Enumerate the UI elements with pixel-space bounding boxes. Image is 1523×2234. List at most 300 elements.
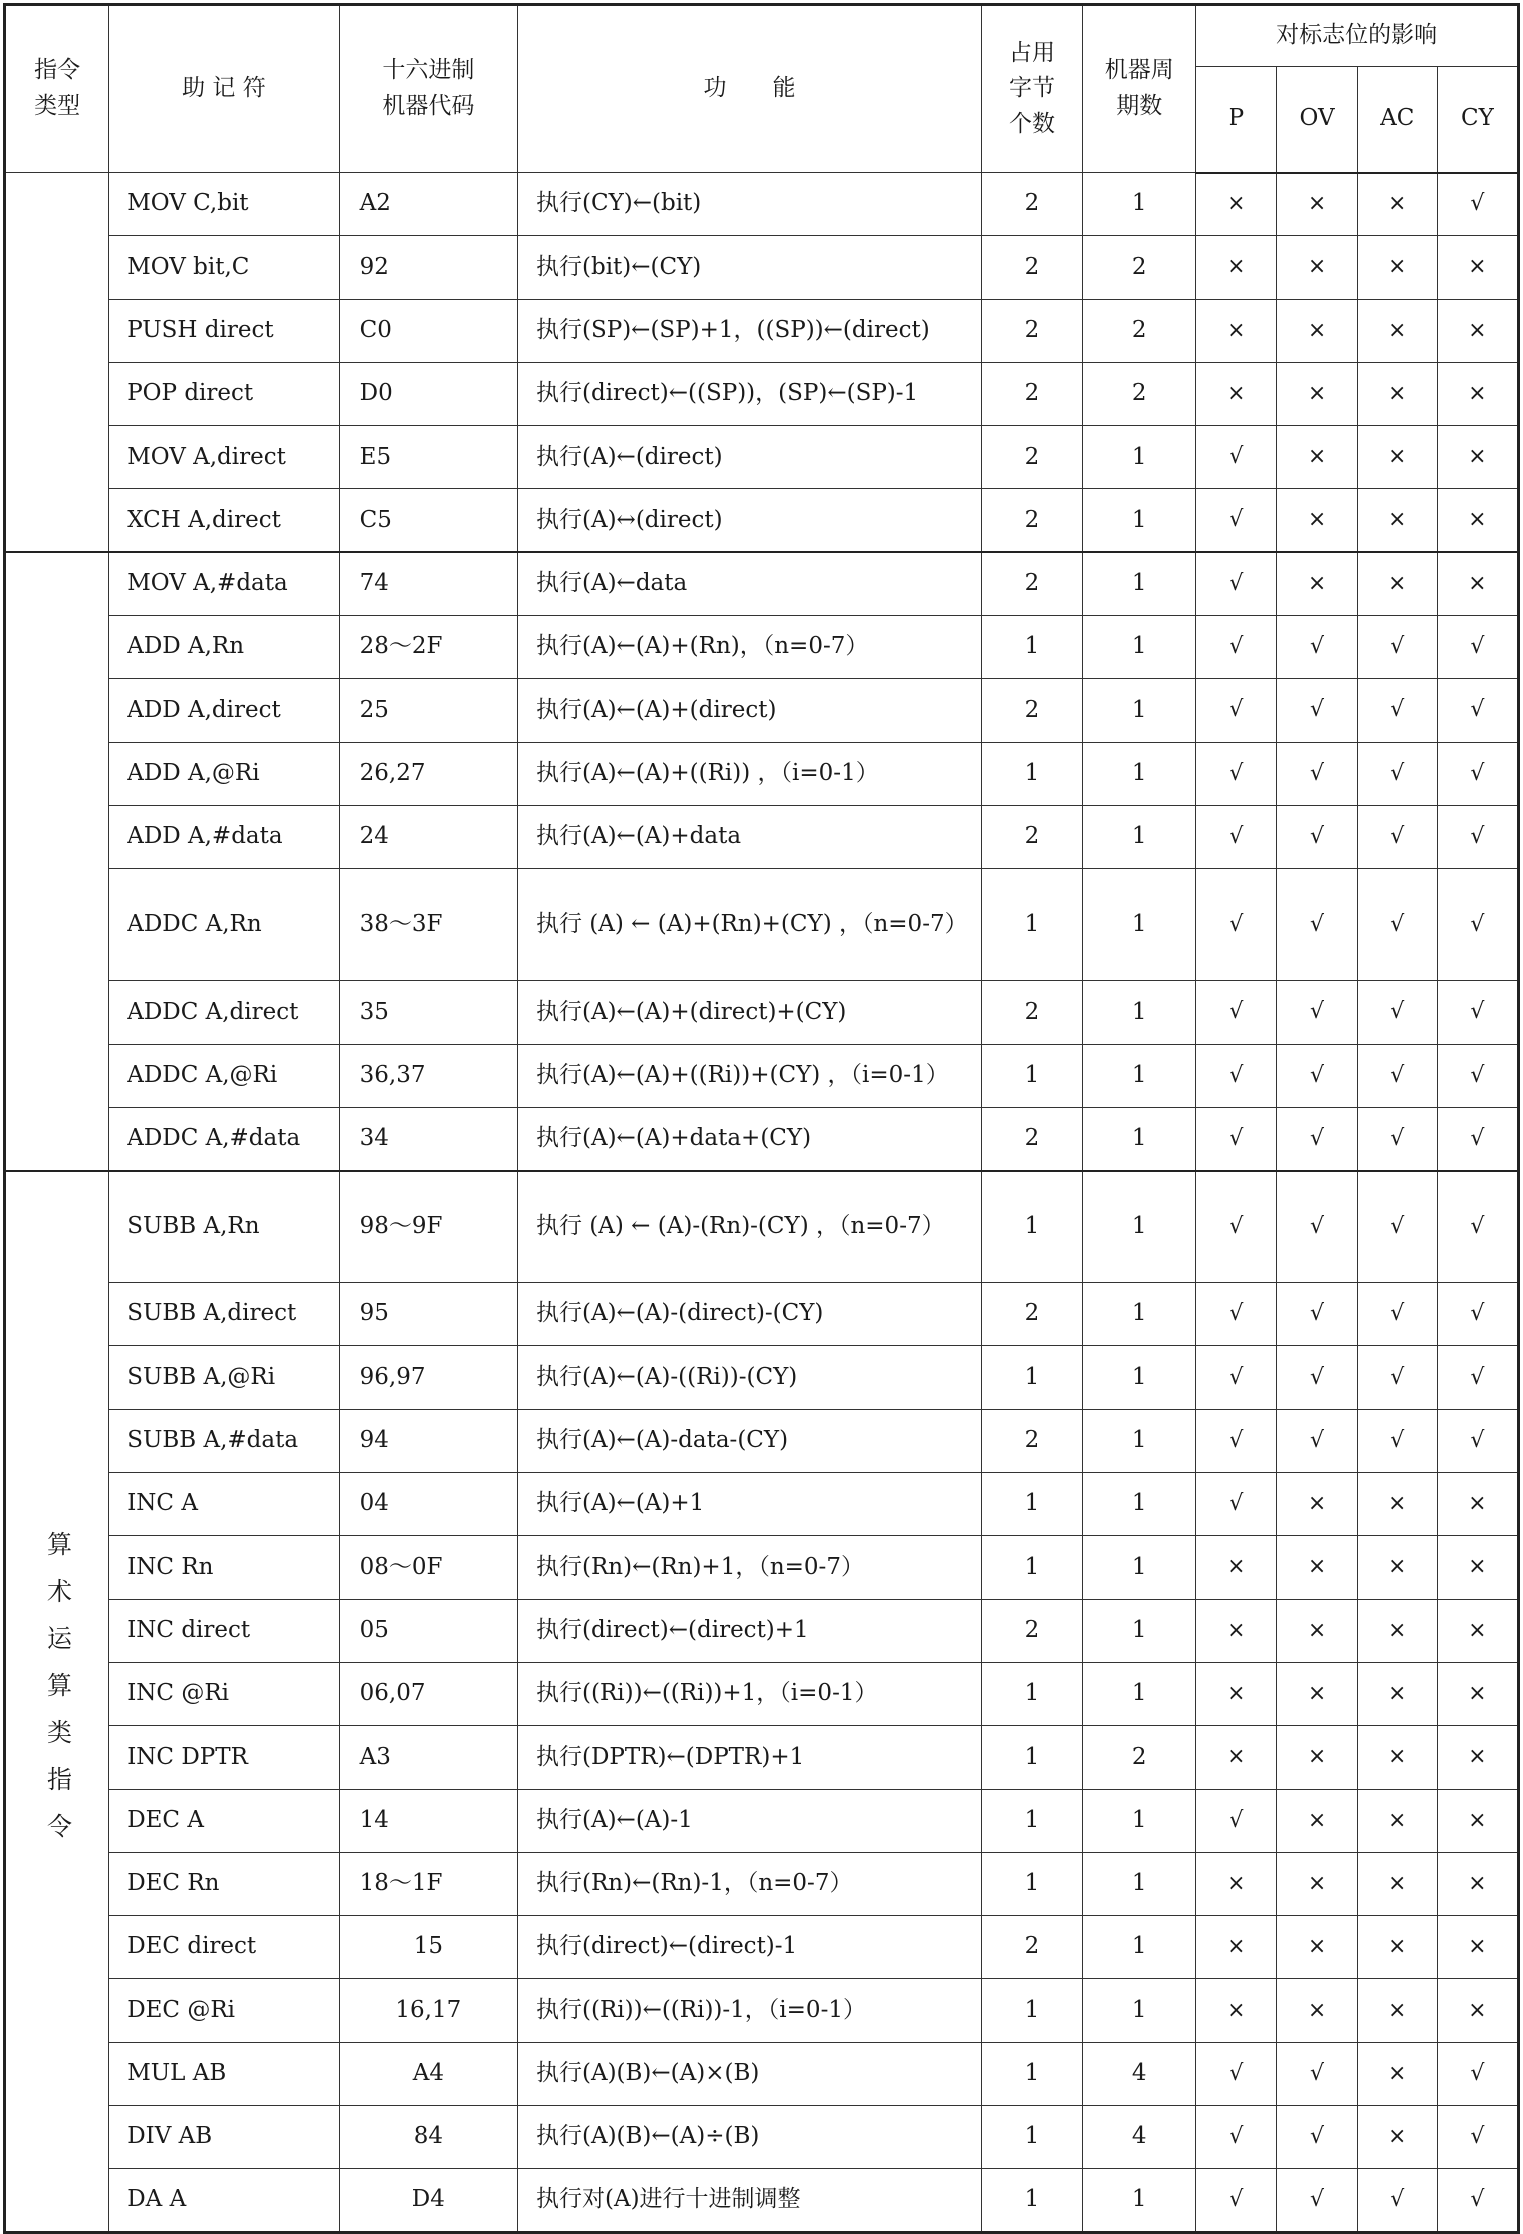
flag-ov-cell: √ xyxy=(1277,1346,1357,1409)
cycles-cell: 1 xyxy=(1083,1979,1196,2042)
cycles-cell: 2 xyxy=(1083,1726,1196,1789)
header-flag-ov: OV xyxy=(1277,67,1357,173)
function-cell: 执行(A)←(A)+1 xyxy=(518,1473,982,1536)
hex-code-cell: 24 xyxy=(339,805,517,868)
flag-ov-cell: √ xyxy=(1277,679,1357,742)
flag-cy-cell: √ xyxy=(1437,981,1518,1044)
mnemonic-cell: MOV A,#data xyxy=(109,552,339,615)
cycles-cell: 1 xyxy=(1083,742,1196,805)
bytes-cell: 2 xyxy=(981,362,1082,425)
flag-p-cell: √ xyxy=(1196,2169,1277,2232)
hex-code-cell: 96,97 xyxy=(339,1346,517,1409)
function-cell: 执行(direct)←(direct)+1 xyxy=(518,1599,982,1662)
header-category-line1: 指令 xyxy=(34,57,81,84)
hex-code-cell: 94 xyxy=(339,1409,517,1472)
mnemonic-cell: ADD A,#data xyxy=(109,805,339,868)
function-cell: 执行(CY)←(bit) xyxy=(518,173,982,236)
header-bytes-line3: 个数 xyxy=(1009,110,1055,137)
header-flag-ac: AC xyxy=(1357,67,1437,173)
flag-ov-cell: √ xyxy=(1277,2042,1357,2105)
mnemonic-cell: ADDC A,#data xyxy=(109,1107,339,1170)
table-row xyxy=(5,173,1519,236)
header-bytes xyxy=(981,5,1082,173)
bytes-cell: 1 xyxy=(981,2106,1082,2169)
table-row xyxy=(5,1726,1519,1789)
table-row xyxy=(5,2042,1519,2105)
function-cell: 执行(Rn)←(Rn)-1，（n=0-7） xyxy=(518,1852,982,1915)
bytes-cell: 2 xyxy=(981,679,1082,742)
table-row xyxy=(5,426,1519,489)
flag-ov-cell: × xyxy=(1277,1599,1357,1662)
category-cell xyxy=(5,552,109,1170)
flag-cy-cell: × xyxy=(1437,1536,1518,1599)
mnemonic-cell: ADD A,@Ri xyxy=(109,742,339,805)
cycles-cell: 1 xyxy=(1083,1662,1196,1725)
hex-code-cell: 28～2F xyxy=(339,616,517,679)
function-cell: 执行(A)(B)←(A)×(B) xyxy=(518,2042,982,2105)
function-cell: 执行(A)←(A)+(direct) xyxy=(518,679,982,742)
header-function: 功 能 xyxy=(518,5,982,173)
bytes-cell: 2 xyxy=(981,426,1082,489)
table-row xyxy=(5,679,1519,742)
flag-ac-cell: × xyxy=(1357,552,1437,615)
table-row xyxy=(5,981,1519,1044)
category-cell xyxy=(5,1171,109,2232)
mnemonic-cell: DEC Rn xyxy=(109,1852,339,1915)
bytes-cell: 2 xyxy=(981,1283,1082,1346)
hex-code-cell: D4 xyxy=(339,2169,517,2232)
flag-ac-cell: × xyxy=(1357,1789,1437,1852)
table-row xyxy=(5,2169,1519,2232)
mnemonic-cell: SUBB A,Rn xyxy=(109,1171,339,1283)
flag-ac-cell: × xyxy=(1357,362,1437,425)
table-row xyxy=(5,1662,1519,1725)
cycles-cell: 4 xyxy=(1083,2042,1196,2105)
flag-cy-cell: √ xyxy=(1437,869,1518,981)
cycles-cell: 1 xyxy=(1083,173,1196,236)
flag-ov-cell: × xyxy=(1277,1473,1357,1536)
mnemonic-cell: DEC A xyxy=(109,1789,339,1852)
header-hex-line1: 十六进制 xyxy=(382,57,475,84)
header-flag-cy: CY xyxy=(1437,67,1518,173)
flag-ac-cell: √ xyxy=(1357,742,1437,805)
flag-ov-cell: × xyxy=(1277,1979,1357,2042)
bytes-cell: 2 xyxy=(981,299,1082,362)
flag-p-cell: √ xyxy=(1196,1107,1277,1170)
flag-p-cell: × xyxy=(1196,1536,1277,1599)
function-cell: 执行(A)↔(direct) xyxy=(518,489,982,552)
flag-cy-cell: √ xyxy=(1437,1346,1518,1409)
flag-ov-cell: × xyxy=(1277,426,1357,489)
table-row xyxy=(5,1044,1519,1107)
bytes-cell: 1 xyxy=(981,1979,1082,2042)
bytes-cell: 2 xyxy=(981,1107,1082,1170)
table-row xyxy=(5,1536,1519,1599)
cycles-cell: 1 xyxy=(1083,1171,1196,1283)
flag-cy-cell: × xyxy=(1437,362,1518,425)
bytes-cell: 1 xyxy=(981,1346,1082,1409)
flag-ov-cell: × xyxy=(1277,1662,1357,1725)
flag-cy-cell: √ xyxy=(1437,1283,1518,1346)
hex-code-cell: 05 xyxy=(339,1599,517,1662)
function-cell: 执行((Ri))←((Ri))+1，（i=0-1） xyxy=(518,1662,982,1725)
hex-code-cell: 98～9F xyxy=(339,1171,517,1283)
flag-ac-cell: √ xyxy=(1357,805,1437,868)
flag-ov-cell: √ xyxy=(1277,742,1357,805)
table-row xyxy=(5,616,1519,679)
flag-p-cell: × xyxy=(1196,1726,1277,1789)
function-cell: 执行(A)←(A)+((Ri)) ，（i=0-1） xyxy=(518,742,982,805)
flag-p-cell: √ xyxy=(1196,2106,1277,2169)
header-hex-line2: 机器代码 xyxy=(382,93,475,119)
flag-ac-cell: √ xyxy=(1357,1171,1437,1283)
instruction-table-body xyxy=(5,173,1519,2233)
function-cell: 执行(A)←(A)+(Rn)，（n=0-7） xyxy=(518,616,982,679)
cycles-cell: 1 xyxy=(1083,981,1196,1044)
flag-ov-cell: √ xyxy=(1277,805,1357,868)
flag-cy-cell: × xyxy=(1437,426,1518,489)
flag-ac-cell: √ xyxy=(1357,1044,1437,1107)
mnemonic-cell: DEC @Ri xyxy=(109,1979,339,2042)
mnemonic-cell: DA A xyxy=(109,2169,339,2232)
function-cell: 执行(A)←data xyxy=(518,552,982,615)
flag-ov-cell: × xyxy=(1277,1852,1357,1915)
function-cell: 执行(A)←(A)+data xyxy=(518,805,982,868)
table-row xyxy=(5,1171,1519,1283)
flag-p-cell: √ xyxy=(1196,1409,1277,1472)
hex-code-cell: 04 xyxy=(339,1473,517,1536)
flag-p-cell: √ xyxy=(1196,805,1277,868)
bytes-cell: 2 xyxy=(981,236,1082,299)
hex-code-cell: 38～3F xyxy=(339,869,517,981)
flag-p-cell: √ xyxy=(1196,981,1277,1044)
hex-code-cell: E5 xyxy=(339,426,517,489)
cycles-cell: 1 xyxy=(1083,869,1196,981)
flag-ov-cell: × xyxy=(1277,552,1357,615)
header-category xyxy=(5,5,109,173)
header-category-line2: 类型 xyxy=(34,93,81,119)
cycles-cell: 1 xyxy=(1083,1107,1196,1170)
mnemonic-cell: DEC direct xyxy=(109,1916,339,1979)
function-cell: 执行(Rn)←(Rn)+1，（n=0-7） xyxy=(518,1536,982,1599)
flag-cy-cell: √ xyxy=(1437,1171,1518,1283)
flag-p-cell: √ xyxy=(1196,616,1277,679)
cycles-cell: 1 xyxy=(1083,1599,1196,1662)
flag-p-cell: √ xyxy=(1196,869,1277,981)
flag-ov-cell: × xyxy=(1277,299,1357,362)
bytes-cell: 1 xyxy=(981,1789,1082,1852)
hex-code-cell: 14 xyxy=(339,1789,517,1852)
flag-ac-cell: × xyxy=(1357,1979,1437,2042)
flag-cy-cell: × xyxy=(1437,1662,1518,1725)
hex-code-cell: A3 xyxy=(339,1726,517,1789)
flag-ac-cell: √ xyxy=(1357,869,1437,981)
mnemonic-cell: ADDC A,@Ri xyxy=(109,1044,339,1107)
bytes-cell: 1 xyxy=(981,2169,1082,2232)
flag-cy-cell: × xyxy=(1437,236,1518,299)
bytes-cell: 2 xyxy=(981,1409,1082,1472)
bytes-cell: 2 xyxy=(981,489,1082,552)
flag-cy-cell: √ xyxy=(1437,1044,1518,1107)
cycles-cell: 4 xyxy=(1083,2106,1196,2169)
cycles-cell: 1 xyxy=(1083,679,1196,742)
flag-ac-cell: × xyxy=(1357,299,1437,362)
flag-cy-cell: √ xyxy=(1437,616,1518,679)
flag-ov-cell: × xyxy=(1277,362,1357,425)
flag-ac-cell: × xyxy=(1357,426,1437,489)
mnemonic-cell: MOV C,bit xyxy=(109,173,339,236)
flag-ov-cell: √ xyxy=(1277,1409,1357,1472)
flag-ac-cell: √ xyxy=(1357,1107,1437,1170)
hex-code-cell: 26,27 xyxy=(339,742,517,805)
function-cell: 执行对(A)进行十进制调整 xyxy=(518,2169,982,2232)
flag-ac-cell: × xyxy=(1357,1473,1437,1536)
hex-code-cell: 06,07 xyxy=(339,1662,517,1725)
flag-cy-cell: √ xyxy=(1437,1409,1518,1472)
mnemonic-cell: ADDC A,Rn xyxy=(109,869,339,981)
flag-cy-cell: × xyxy=(1437,1599,1518,1662)
flag-cy-cell: √ xyxy=(1437,805,1518,868)
flag-p-cell: √ xyxy=(1196,1171,1277,1283)
flag-ac-cell: √ xyxy=(1357,616,1437,679)
cycles-cell: 1 xyxy=(1083,1536,1196,1599)
flag-ov-cell: √ xyxy=(1277,1044,1357,1107)
hex-code-cell: 35 xyxy=(339,981,517,1044)
mnemonic-cell: MOV A,direct xyxy=(109,426,339,489)
bytes-cell: 2 xyxy=(981,552,1082,615)
flag-cy-cell: × xyxy=(1437,1852,1518,1915)
mnemonic-cell: INC A xyxy=(109,1473,339,1536)
function-cell: 执行(A)←(A)+(direct)+(CY) xyxy=(518,981,982,1044)
table-row xyxy=(5,1346,1519,1409)
mnemonic-cell: SUBB A,direct xyxy=(109,1283,339,1346)
function-cell: 执行(direct)←((SP))，(SP)←(SP)-1 xyxy=(518,362,982,425)
cycles-cell: 2 xyxy=(1083,362,1196,425)
hex-code-cell: 15 xyxy=(339,1916,517,1979)
function-cell: 执行(A)←(A)+((Ri))+(CY) ，（i=0-1） xyxy=(518,1044,982,1107)
flag-p-cell: √ xyxy=(1196,489,1277,552)
cycles-cell: 1 xyxy=(1083,426,1196,489)
flag-ac-cell: × xyxy=(1357,236,1437,299)
flag-p-cell: √ xyxy=(1196,2042,1277,2105)
function-cell: 执行(A)(B)←(A)÷(B) xyxy=(518,2106,982,2169)
category-cell xyxy=(5,173,109,553)
flag-ac-cell: × xyxy=(1357,1536,1437,1599)
flag-ac-cell: × xyxy=(1357,1662,1437,1725)
flag-ac-cell: × xyxy=(1357,489,1437,552)
table-row xyxy=(5,742,1519,805)
bytes-cell: 1 xyxy=(981,1536,1082,1599)
bytes-cell: 2 xyxy=(981,173,1082,236)
flag-cy-cell: × xyxy=(1437,1979,1518,2042)
flag-cy-cell: × xyxy=(1437,299,1518,362)
cycles-cell: 1 xyxy=(1083,1346,1196,1409)
flag-p-cell: × xyxy=(1196,1852,1277,1915)
flag-p-cell: √ xyxy=(1196,1044,1277,1107)
table-row xyxy=(5,489,1519,552)
function-cell: 执行(bit)←(CY) xyxy=(518,236,982,299)
flag-p-cell: × xyxy=(1196,1916,1277,1979)
hex-code-cell: A4 xyxy=(339,2042,517,2105)
table-row xyxy=(5,1789,1519,1852)
hex-code-cell: 34 xyxy=(339,1107,517,1170)
cycles-cell: 1 xyxy=(1083,2169,1196,2232)
cycles-cell: 1 xyxy=(1083,805,1196,868)
flag-cy-cell: × xyxy=(1437,1726,1518,1789)
table-row xyxy=(5,2106,1519,2169)
flag-ov-cell: √ xyxy=(1277,1283,1357,1346)
cycles-cell: 1 xyxy=(1083,1916,1196,1979)
hex-code-cell: A2 xyxy=(339,173,517,236)
header-hex-code xyxy=(339,5,517,173)
flag-p-cell: √ xyxy=(1196,1346,1277,1409)
flag-ov-cell: × xyxy=(1277,236,1357,299)
table-row xyxy=(5,805,1519,868)
table-row xyxy=(5,1599,1519,1662)
category-label: 算术运算类指令 xyxy=(43,1530,73,1860)
hex-code-cell: 08～0F xyxy=(339,1536,517,1599)
table-row xyxy=(5,1473,1519,1536)
flag-ac-cell: √ xyxy=(1357,981,1437,1044)
function-cell: 执行 (A) ← (A)+(Rn)+(CY) ，（n=0-7） xyxy=(518,869,982,981)
mnemonic-cell: SUBB A,@Ri xyxy=(109,1346,339,1409)
mnemonic-cell: INC Rn xyxy=(109,1536,339,1599)
header-bytes-line2: 字节 xyxy=(1009,75,1055,102)
flag-p-cell: × xyxy=(1196,299,1277,362)
function-cell: 执行(direct)←(direct)-1 xyxy=(518,1916,982,1979)
header-flag-p: P xyxy=(1196,67,1277,173)
flag-ov-cell: √ xyxy=(1277,2106,1357,2169)
mnemonic-cell: POP direct xyxy=(109,362,339,425)
hex-code-cell: C5 xyxy=(339,489,517,552)
mnemonic-cell: INC direct xyxy=(109,1599,339,1662)
header-mnemonic: 助 记 符 xyxy=(109,5,339,173)
function-cell: 执行(A)←(A)-((Ri))-(CY) xyxy=(518,1346,982,1409)
flag-ac-cell: √ xyxy=(1357,1346,1437,1409)
bytes-cell: 1 xyxy=(981,1726,1082,1789)
function-cell: 执行 (A) ← (A)-(Rn)-(CY) ，（n=0-7） xyxy=(518,1171,982,1283)
function-cell: 执行(SP)←(SP)+1，((SP))←(direct) xyxy=(518,299,982,362)
hex-code-cell: 25 xyxy=(339,679,517,742)
flag-ov-cell: × xyxy=(1277,1536,1357,1599)
header-flags-group: 对标志位的影响 xyxy=(1196,5,1519,67)
flag-cy-cell: × xyxy=(1437,489,1518,552)
flag-cy-cell: √ xyxy=(1437,2106,1518,2169)
cycles-cell: 1 xyxy=(1083,1283,1196,1346)
hex-code-cell: 36,37 xyxy=(339,1044,517,1107)
header-bytes-line1: 占用 xyxy=(1009,39,1055,66)
function-cell: 执行((Ri))←((Ri))-1，（i=0-1） xyxy=(518,1979,982,2042)
flag-p-cell: √ xyxy=(1196,1789,1277,1852)
flag-cy-cell: √ xyxy=(1437,742,1518,805)
function-cell: 执行(A)←(A)+data+(CY) xyxy=(518,1107,982,1170)
mnemonic-cell: ADDC A,direct xyxy=(109,981,339,1044)
header-cycles-line1: 机器周 xyxy=(1104,57,1174,84)
flag-p-cell: √ xyxy=(1196,1473,1277,1536)
hex-code-cell: 74 xyxy=(339,552,517,615)
mnemonic-cell: ADD A,direct xyxy=(109,679,339,742)
cycles-cell: 1 xyxy=(1083,1789,1196,1852)
cycles-cell: 1 xyxy=(1083,1852,1196,1915)
hex-code-cell: 95 xyxy=(339,1283,517,1346)
flag-ac-cell: × xyxy=(1357,173,1437,236)
hex-code-cell: C0 xyxy=(339,299,517,362)
flag-ov-cell: √ xyxy=(1277,616,1357,679)
mnemonic-cell: PUSH direct xyxy=(109,299,339,362)
bytes-cell: 1 xyxy=(981,1171,1082,1283)
flag-cy-cell: × xyxy=(1437,1916,1518,1979)
flag-ov-cell: × xyxy=(1277,1789,1357,1852)
flag-ov-cell: × xyxy=(1277,1726,1357,1789)
flag-ov-cell: × xyxy=(1277,1916,1357,1979)
flag-ac-cell: × xyxy=(1357,1852,1437,1915)
table-row xyxy=(5,1916,1519,1979)
mnemonic-cell: INC @Ri xyxy=(109,1662,339,1725)
flag-p-cell: × xyxy=(1196,362,1277,425)
bytes-cell: 2 xyxy=(981,1916,1082,1979)
bytes-cell: 1 xyxy=(981,1662,1082,1725)
flag-ov-cell: √ xyxy=(1277,2169,1357,2232)
instruction-table xyxy=(3,3,1520,2234)
table-row xyxy=(5,236,1519,299)
flag-p-cell: √ xyxy=(1196,552,1277,615)
table-row xyxy=(5,1283,1519,1346)
table-row xyxy=(5,1409,1519,1472)
mnemonic-cell: MUL AB xyxy=(109,2042,339,2105)
flag-ac-cell: √ xyxy=(1357,2169,1437,2232)
flag-ov-cell: √ xyxy=(1277,869,1357,981)
cycles-cell: 1 xyxy=(1083,1473,1196,1536)
mnemonic-cell: INC DPTR xyxy=(109,1726,339,1789)
mnemonic-cell: MOV bit,C xyxy=(109,236,339,299)
bytes-cell: 1 xyxy=(981,869,1082,981)
flag-ov-cell: √ xyxy=(1277,981,1357,1044)
flag-p-cell: √ xyxy=(1196,742,1277,805)
flag-ac-cell: × xyxy=(1357,2106,1437,2169)
hex-code-cell: D0 xyxy=(339,362,517,425)
flag-ac-cell: √ xyxy=(1357,1409,1437,1472)
bytes-cell: 1 xyxy=(981,742,1082,805)
mnemonic-cell: DIV AB xyxy=(109,2106,339,2169)
bytes-cell: 1 xyxy=(981,1852,1082,1915)
cycles-cell: 1 xyxy=(1083,489,1196,552)
flag-p-cell: × xyxy=(1196,1662,1277,1725)
flag-ac-cell: √ xyxy=(1357,679,1437,742)
flag-cy-cell: × xyxy=(1437,1473,1518,1536)
flag-ac-cell: × xyxy=(1357,2042,1437,2105)
header-cycles-line2: 期数 xyxy=(1116,93,1163,119)
cycles-cell: 1 xyxy=(1083,616,1196,679)
hex-code-cell: 16,17 xyxy=(339,1979,517,2042)
hex-code-cell: 84 xyxy=(339,2106,517,2169)
flag-p-cell: × xyxy=(1196,173,1277,236)
function-cell: 执行(A)←(A)-1 xyxy=(518,1789,982,1852)
flag-ov-cell: × xyxy=(1277,173,1357,236)
bytes-cell: 2 xyxy=(981,805,1082,868)
function-cell: 执行(A)←(A)-(direct)-(CY) xyxy=(518,1283,982,1346)
bytes-cell: 1 xyxy=(981,616,1082,679)
header-cycles xyxy=(1083,5,1196,173)
table-row xyxy=(5,1852,1519,1915)
cycles-cell: 1 xyxy=(1083,1044,1196,1107)
function-cell: 执行(DPTR)←(DPTR)+1 xyxy=(518,1726,982,1789)
table-row xyxy=(5,1979,1519,2042)
table-row xyxy=(5,552,1519,615)
cycles-cell: 1 xyxy=(1083,1409,1196,1472)
cycles-cell: 1 xyxy=(1083,552,1196,615)
table-row xyxy=(5,299,1519,362)
flag-p-cell: × xyxy=(1196,1979,1277,2042)
